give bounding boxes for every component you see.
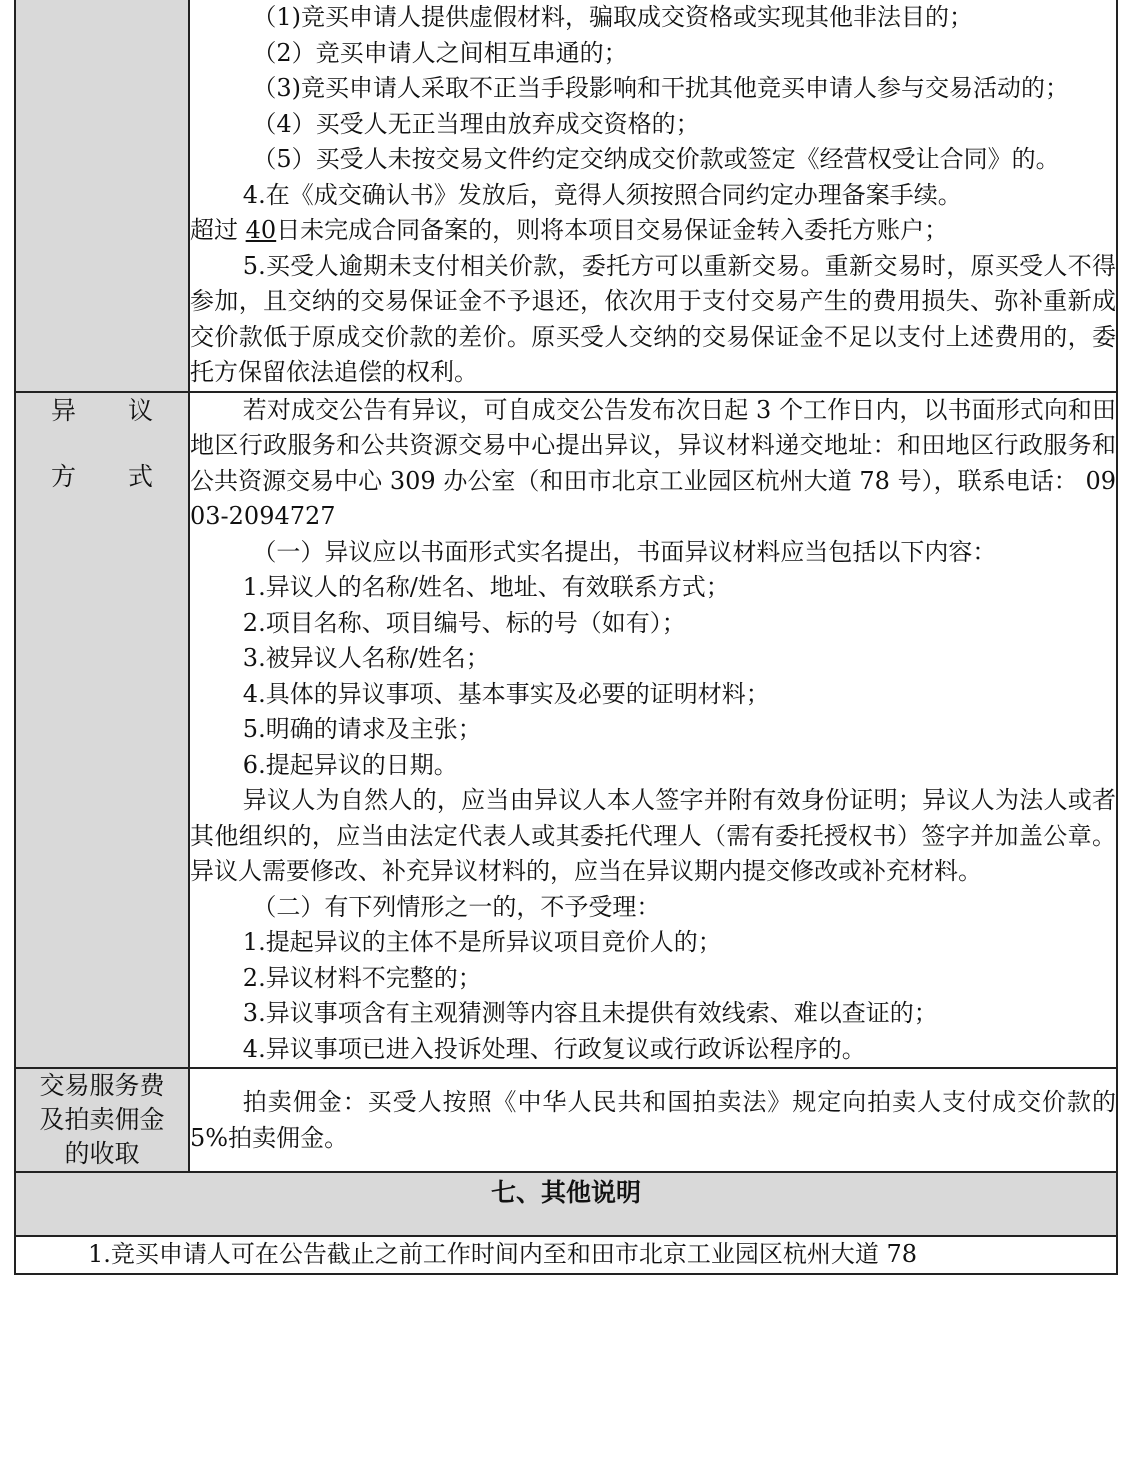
fee-cell [189,1068,1117,1172]
filing-days-value: 40 [245,216,277,244]
row-label-empty [15,0,189,392]
other-note-1: 1.竞买申请人可在公告截止之前工作时间内至和田市北京工业园区杭州大道 78 [88,1240,918,1268]
objection-label-line-1: 异 议 [51,395,175,425]
table-row-fee [15,1068,1117,1172]
table-row-other-notes [15,1236,1117,1274]
objection-part2-item: 4.异议事项已进入投诉处理、行政复议或行政诉讼程序的。 [242,1034,866,1063]
document-table [14,0,1118,1275]
objection-part1-item: 5.明确的请求及主张； [242,715,482,743]
objection-part2-item: 2.异议材料不完整的； [242,963,482,992]
rule-item-1: （1)竞买申请人提供虚假材料，骗取成交资格或实现其他非法目的； [252,3,974,31]
objection-label-line-2: 方 式 [51,461,175,491]
fee-text: 拍卖佣金：买受人按照《中华人民共和国拍卖法》规定向拍卖人支付成交价款的 5%拍卖佣金。 [190,1088,1116,1152]
fee-label-line-2: 及拍卖佣金 [39,1105,165,1134]
rule-item-4: （4）买受人无正当理由放弃成交资格的； [252,109,700,138]
fee-label-line-1: 交易服务费 [39,1071,165,1100]
table-row-objection [15,392,1117,1069]
fee-label-line-3: 的收取 [64,1139,140,1168]
objection-part1-item: 2.项目名称、项目编号、标的号（如有）； [242,608,686,637]
fee-label [15,1068,189,1172]
overdue-rule: 5.买受人逾期未支付相关价款，委托方可以重新交易。重新交易时，原买受人不得参加，且交纳的交易保证金不予退还，依次用于支付交易产生的费用损失、弥补重新成交价款低于原成交价款的差价。原买受人交纳的交易保证金不足以支付上述费用的，委托方保留依法追偿的权利。 [190,251,1116,386]
filing-rule-suffix: 日未完成合同备案的，则将本项目交易保证金转入委托方账户； [276,216,949,244]
filing-rule-prefix: 超过 [190,216,238,244]
objection-part1-item: 4.具体的异议事项、基本事实及必要的证明材料； [242,679,770,708]
section-7-title: 七、其他说明 [15,1172,1117,1236]
objection-part1-item: 6.提起异议的日期。 [242,750,458,779]
objection-part2-item: 3.异议事项含有主观猜测等内容且未提供有效线索、难以查证的； [242,999,938,1027]
objection-method-cell [189,392,1117,1069]
filing-rule-title: 4.在《成交确认书》发放后，竟得人须按照合同约定办理备案手续。 [242,180,962,209]
rule-item-5: （5）买受人未按交易文件约定交纳成交价款或签定《经营权受让合同》的。 [252,145,1060,173]
rule-item-3: （3)竞买申请人采取不正当手段影响和干扰其他竞买申请人参与交易活动的； [252,74,1070,102]
objection-intro: 若对成交公告有异议，可自成交公告发布次日起 3 个工作日内，以书面形式向和田地区行政服务和公共资源交易中心提出异议，异议材料递交地址：和田地区行政服务和公共资源交易中心 309 办公室（和田市北京工业园区杭州大道 78 号），联系电话： 0903-2094727 [190,395,1116,530]
objection-part2-title: （二）有下列情形之一的，不予受理： [252,892,661,921]
table-row-transaction-rules [15,0,1117,392]
table-row-section-7 [15,1172,1117,1236]
objection-part2-item: 1.提起异议的主体不是所异议项目竞价人的； [242,928,722,956]
objection-part1-title: （一）异议应以书面形式实名提出，书面异议材料应当包括以下内容： [252,537,997,566]
objection-part1-item: 1.异议人的名称/姓名、地址、有效联系方式； [242,573,730,601]
objection-signature-requirement: 异议人为自然人的，应当由异议人本人签字并附有效身份证明；异议人为法人或者其他组织的，应当由法定代表人或其委托代理人（需有委托授权书）签字并加盖公章。异议人需要修改、补充异议材料的，应当在异议期内提交修改或补充材料。 [190,786,1116,885]
filing-rule-detail [190,213,1116,249]
other-notes-cell [15,1236,1117,1274]
rule-item-2: （2）竞买申请人之间相互串通的； [252,38,628,67]
objection-part1-item: 3.被异议人名称/姓名； [242,644,490,672]
transaction-rules-cell [189,0,1117,392]
objection-method-label [15,392,189,1069]
